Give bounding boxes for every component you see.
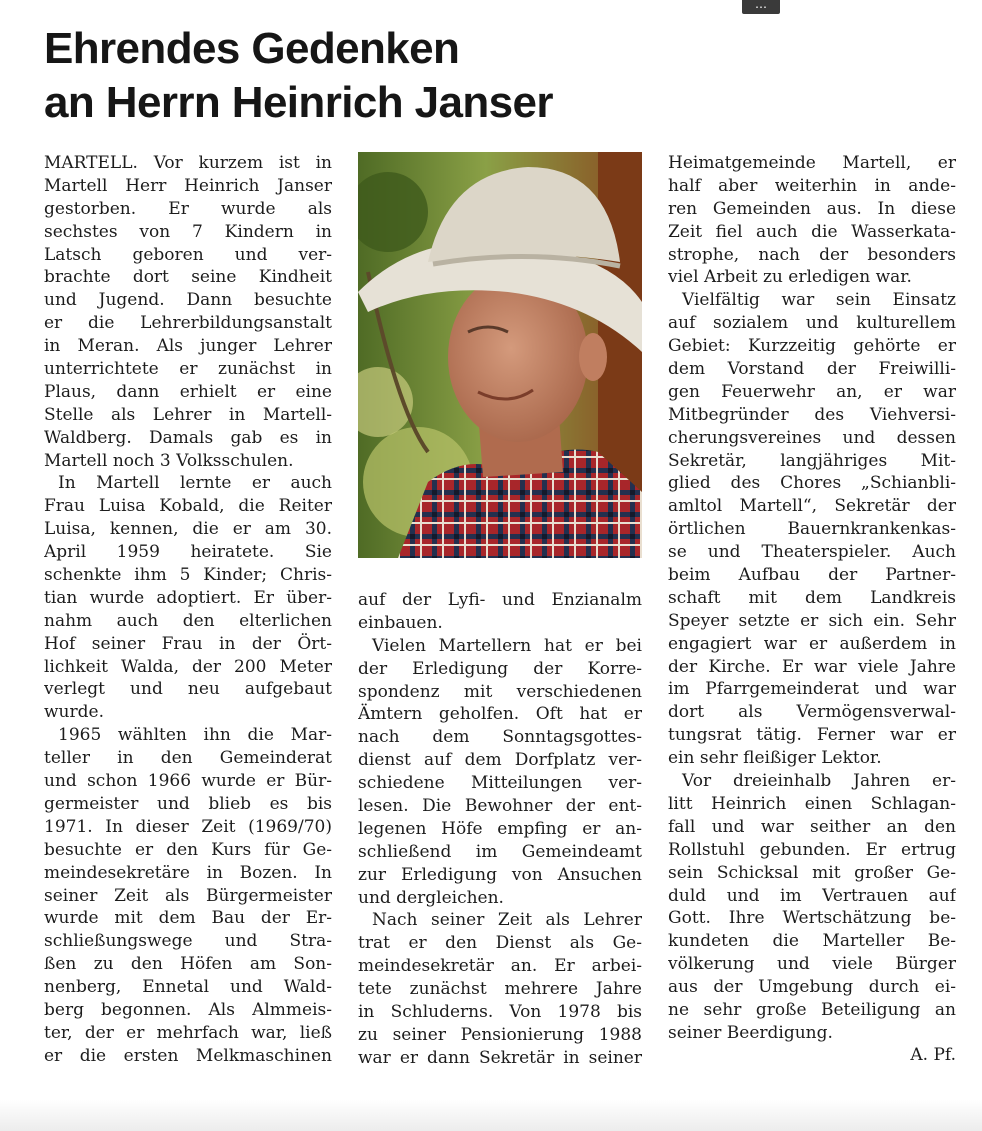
article-text-line: zur Erledigung von Ansuchen [358,864,642,885]
article-column-3 [668,152,956,1045]
article-text-line: Vielfältig war sein Einsatz [682,290,956,311]
article-text-line: und dergleichen. [358,887,504,908]
article-text-line: Rollstuhl gebunden. Er ertrug [668,839,956,860]
article-text-line: dort als Vermögensverwal- [668,702,956,723]
article-text-line: April 1959 heiratete. Sie [44,542,332,563]
article-text-line: Frau Luisa Kobald, die Reiter [44,496,332,517]
article-text-line: schiedene Mitteilungen ver- [358,773,642,794]
article-text-line: sein Schicksal mit großer Ge- [668,862,956,883]
article-text-line: in Meran. Als junger Lehrer [44,336,332,357]
article-text-line: schaft mit dem Landkreis [668,587,956,608]
article-text-line: nach dem Sonntagsgottes- [358,727,642,748]
article-text-line: der Kirche. Er war viele Jahre [668,656,956,677]
article-text-line: Heimatgemeinde Martell, er [668,153,956,173]
article-text-line: duld und im Vertrauen auf [668,885,956,906]
article-text-line: teller in den Gemeinderat [44,748,332,769]
article-text-line: auf sozialem und kulturellem [668,313,956,334]
article-text-line: schließungswege und Stra- [44,931,332,952]
article-text-line: seiner Zeit als Bürgermeister [44,885,332,906]
article-text-line: gestorben. Er wurde als [44,198,332,219]
article-text-line: örtlichen Bauernkrankenkas- [668,519,956,540]
article-text-line: wurde. [44,702,104,723]
article-text-line: tian wurde adoptiert. Er über- [44,587,332,608]
article-text-line: In Martell lernte er auch [58,473,332,494]
article-text-line: amltol Martell“, Sekretär der [668,496,956,517]
article-text-line: spondenz mit verschiedenen [358,681,642,702]
article-column-2 [358,589,642,1070]
article-text-line: aus der Umgebung durch ei- [668,977,956,998]
article-text-line: er die ersten Melkmaschinen [44,1045,332,1066]
headline-line-1: Ehrendes Gedenken [44,24,460,73]
article-text-line: unterrichtete er zunächst in [44,359,332,380]
article-text-line: Plaus, dann erhielt er eine [44,381,332,402]
article-text-line: ein sehr fleißiger Lektor. [668,748,882,769]
article-text-line: Nach seiner Zeit als Lehrer [372,910,642,931]
article-text-line: auf der Lyfi- und Enzianalm [358,590,642,610]
article-text-line: dem Vorstand der Freiwilli- [668,359,956,380]
article-text-line: Martell noch 3 Volksschulen. [44,450,294,471]
article-text-line: im Pfarrgemeinderat und war [668,679,956,700]
article-text-line: legenen Höfe empfing er an- [358,818,642,839]
article-text-line: meindesekretär an. Er arbei- [358,956,642,977]
headline-line-2: an Herrn Heinrich Janser [44,78,553,127]
article-signature: A. Pf. [910,1045,956,1065]
article-text-line: Latsch geboren und ver- [44,244,332,265]
article-text-line: verlegt und neu aufgebaut [44,679,332,700]
article-text-line: sechstes von 7 Kindern in [44,221,332,242]
article-text-line: viel Arbeit zu erledigen war. [668,267,912,288]
article-text-line: tete zunächst mehrere Jahre [358,979,642,1000]
article-text-line: ren Gemeinden aus. In diese [668,198,956,219]
article-text-line: wurde mit dem Bau der Er- [44,908,332,929]
portrait-photo [358,152,642,558]
article-text-line: half aber weiterhin in ande- [668,175,956,196]
article-text-line: nenberg, Ennetal und Wald- [44,977,332,998]
article-text-line: Gott. Ihre Wertschätzung be- [668,908,956,929]
article-text-line: engagiert war er außerdem in [668,633,956,654]
article-text-line: germeister und blieb es bis [44,793,332,814]
article-text-line: litt Heinrich einen Schlagan- [668,793,956,814]
article-text-line: MARTELL. Vor kurzem ist in [44,153,332,173]
article-text-line: der Erledigung der Korre- [358,658,642,679]
article-text-line: gen Feuerwehr an, er war [668,381,956,402]
article-text-line: trat er den Dienst als Ge- [358,933,642,954]
article-text-line: Stelle als Lehrer in Martell- [44,404,332,425]
article-text-line: beim Aufbau der Partner- [668,565,956,586]
article-text-line: er die Lehrerbildungsanstalt [44,313,332,334]
article-text-line: dienst auf dem Dorfplatz ver- [358,750,642,771]
article-text-line: und schon 1966 wurde er Bür- [44,771,332,792]
article-text-line: Hof seiner Frau in der Ört- [44,633,332,654]
article-text-line: se und Theaterspieler. Auch [668,542,956,563]
article-text-line: Zeit fiel auch die Wasserkata- [668,221,956,242]
page-bottom-shadow [0,1100,982,1131]
article-text-line: tungsrat tätig. Ferner war er [668,725,956,746]
article-text-line: Vor dreieinhalb Jahren er- [682,771,956,792]
article-text-line: schließend im Gemeindeamt [358,841,642,862]
article-text-line: besuchte er den Kurs für Ge- [44,839,332,860]
article-text-line: und Jugend. Dann besuchte [44,290,332,311]
article-text-line: Luisa, kennen, die er am 30. [44,519,332,540]
article-text-line: schenkte ihm 5 Kinder; Chris- [44,565,332,586]
article-text-line: Gebiet: Kurzzeitig gehörte er [668,336,956,357]
article-text-line: strophe, nach der besonders [668,244,956,265]
article-text-line: völkerung und viele Bürger [668,954,956,975]
article-text-line: Waldberg. Damals gab es in [44,427,332,448]
article-text-line: glied des Chores „Schianbli- [668,473,956,494]
signature-block [668,1044,956,1067]
article-text-line: kundeten die Marteller Be- [668,931,956,952]
article-text-line: zu seiner Pensionierung 1988 [358,1024,642,1045]
article-text-line: meindesekretäre in Bozen. In [44,862,332,883]
article-text-line: Mitbegründer des Viehversi- [668,404,956,425]
article-text-line: cherungsvereines und dessen [668,427,956,448]
article-text-line: berg begonnen. Als Almmeis- [44,999,332,1020]
article-text-line: einbauen. [358,612,443,633]
article-text-line: lesen. Die Bewohner der ent- [358,796,642,817]
article-text-line: ßen zu den Höfen am Son- [44,954,332,975]
article-text-line: ne sehr große Beteiligung an [668,999,956,1020]
article-text-line: nahm auch den elterlichen [44,610,332,631]
article-text-line: Sekretär, langjähriges Mit- [668,450,956,471]
article-text-line: lichkeit Walda, der 200 Meter [44,656,332,677]
article-text-line: 1965 wählten ihn die Mar- [58,725,332,746]
article-text-line: war er dann Sekretär in seiner [358,1047,642,1068]
article-text-line: Vielen Martellern hat er bei [372,635,642,656]
article-column-1 [44,152,332,1068]
article-text-line: Martell Herr Heinrich Janser [44,175,332,196]
portrait-illustration [358,152,642,558]
article-text-line: Speyer setzte er sich ein. Sehr [668,610,956,631]
article-text-line: seiner Beerdigung. [668,1022,833,1043]
article-text-line: brachte dort seine Kindheit [44,267,332,288]
article-text-line: 1971. In dieser Zeit (1969/70) [44,816,332,837]
more-options-icon[interactable]: … [742,0,780,14]
article-text-line: Ämtern geholfen. Oft hat er [358,704,642,725]
article-text-line: ter, der er mehrfach war, ließ [44,1022,332,1043]
article-text-line: in Schluderns. Von 1978 bis [358,1002,642,1023]
article-text-line: fall und war seither an den [668,816,956,837]
article-headline [44,22,664,130]
